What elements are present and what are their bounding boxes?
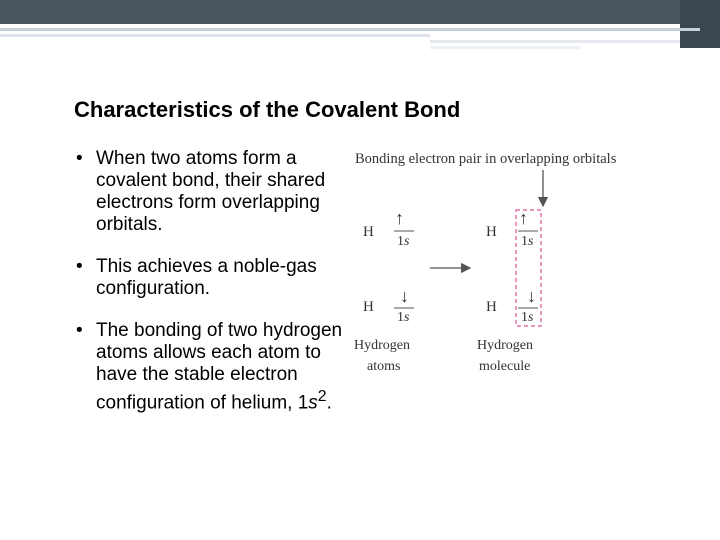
atom-symbol: H [363,299,374,315]
bullet-text: The bonding of two hydrogen atoms allows each atom to have the stable electron configuration of helium, 1 [96,320,343,414]
top-bar-corner [680,0,720,48]
bullet-dot: • [76,256,83,277]
top-bar [0,0,720,24]
bullet-text: This achieves a noble-gas configuration. [96,256,317,299]
left-label-line1: Hydrogen [354,338,410,353]
orbital-label: 1s [521,310,534,325]
bullet-italic: s [308,392,318,414]
atom-symbol: H [363,224,374,240]
decor-stripe [0,28,700,31]
spin-up-arrow: ↑ [519,208,528,228]
bullet-superscript: 2 [317,388,327,405]
diagram-caption: Bonding electron pair in overlapping orbitals [355,151,617,167]
spin-down-arrow: ↓ [527,286,536,306]
spin-up-arrow: ↑ [395,208,404,228]
bullet-item [74,148,354,236]
decor-stripe [430,46,580,49]
left-label-line2: atoms [367,359,401,374]
bullet-item [74,320,354,414]
orbital-label: 1s [397,310,410,325]
bullet-dot: • [76,148,83,169]
bullet-list [74,148,354,434]
decor-stripe [430,40,680,43]
bullet-dot: • [76,320,83,341]
decor-stripe [0,34,430,37]
orbital-label: 1s [521,234,534,249]
atom-symbol: H [486,299,497,315]
bullet-text: When two atoms form a covalent bond, their shared electrons form overlapping orbitals. [96,148,326,235]
slide-title: Characteristics of the Covalent Bond [74,97,461,122]
right-label-line1: Hydrogen [477,338,533,353]
orbital-diagram [350,148,690,388]
orbital-label: 1s [397,234,410,249]
right-label-line2: molecule [479,359,531,374]
bullet-item [74,256,354,300]
spin-down-arrow: ↓ [400,286,409,306]
bullet-tail: . [326,392,332,414]
atom-symbol: H [486,224,497,240]
